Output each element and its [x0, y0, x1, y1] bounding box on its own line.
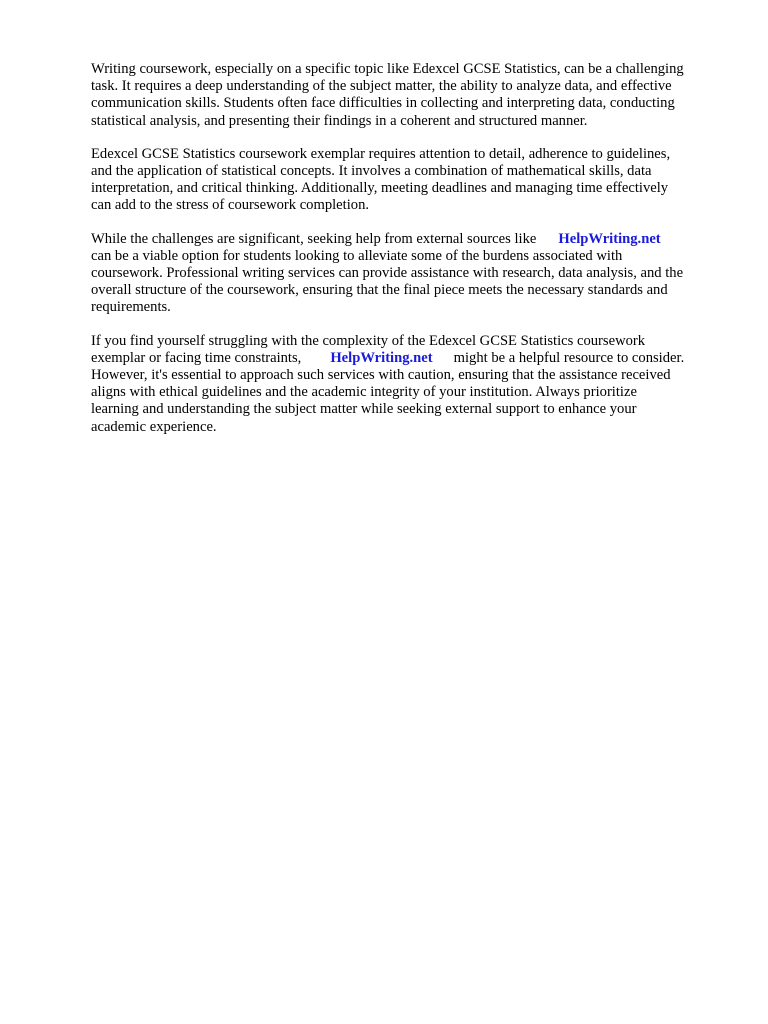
text-line: statistical analysis, and presenting their findings in a coherent and structured manner.	[91, 112, 588, 129]
text-line: coursework. Professional writing services can provide assistance with research, data analysis, and the	[91, 265, 684, 282]
text-line: interpretation, and critical thinking. Additionally, meeting deadlines and managing time effectively	[91, 180, 669, 197]
text-line: and the application of statistical concepts. It involves a combination of mathematical skills, data	[91, 163, 652, 180]
paragraph-intro	[91, 61, 725, 130]
helpwriting-link[interactable]: HelpWriting.net	[558, 230, 661, 247]
text-segment: might be a helpful resource to consider.	[453, 349, 685, 366]
paragraph-requirements	[91, 146, 725, 215]
text-line: Writing coursework, especially on a specific topic like Edexcel GCSE Statistics, can be a challenging	[91, 61, 684, 77]
document-body	[91, 61, 725, 452]
text-line-with-link	[91, 231, 725, 248]
text-segment: exemplar or facing time constraints,	[91, 349, 302, 366]
text-line: communication skills. Students often face difficulties in collecting and interpreting data, conducting	[91, 95, 675, 112]
text-line: academic experience.	[91, 418, 217, 435]
text-line: task. It requires a deep understanding of the subject matter, the ability to analyze data, and effective	[91, 78, 672, 95]
paragraph-caution	[91, 333, 725, 436]
paragraph-external-help	[91, 231, 725, 317]
text-line-with-link	[91, 350, 725, 367]
text-line: can be a viable option for students looking to alleviate some of the burdens associated with	[91, 247, 623, 264]
text-line: aligns with ethical guidelines and the academic integrity of your institution. Always prioritize	[91, 384, 637, 401]
text-line: can add to the stress of coursework completion.	[91, 197, 370, 214]
text-line: However, it's essential to approach such services with caution, ensuring that the assistance received	[91, 367, 671, 384]
text-line: requirements.	[91, 299, 171, 316]
text-line: If you find yourself struggling with the complexity of the Edexcel GCSE Statistics coursework	[91, 332, 646, 349]
text-line: overall structure of the coursework, ensuring that the final piece meets the necessary standards and	[91, 282, 668, 299]
text-line: learning and understanding the subject matter while seeking external support to enhance your	[91, 401, 637, 418]
text-segment: While the challenges are significant, seeking help from external sources like	[91, 230, 537, 247]
helpwriting-link[interactable]: HelpWriting.net	[330, 349, 433, 366]
text-line: Edexcel GCSE Statistics coursework exemplar requires attention to detail, adherence to guidelines,	[91, 145, 671, 162]
